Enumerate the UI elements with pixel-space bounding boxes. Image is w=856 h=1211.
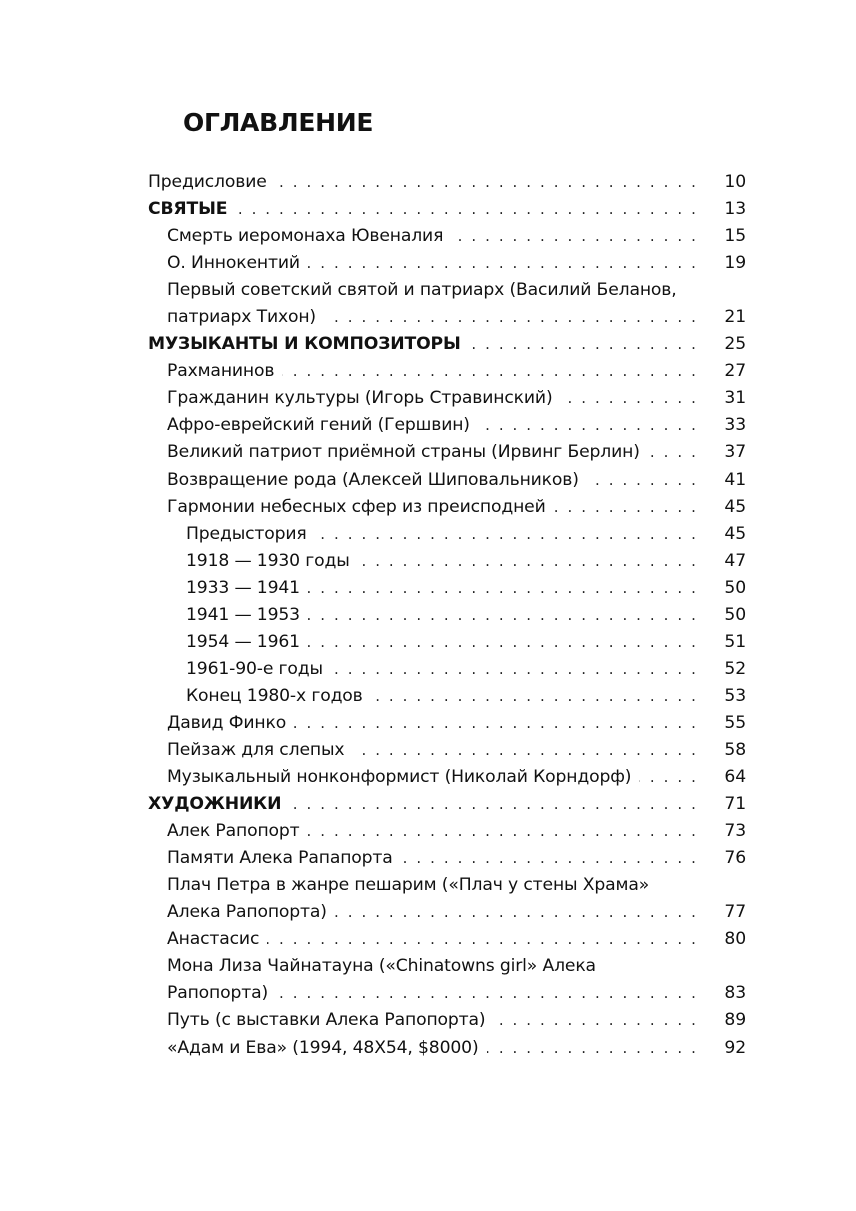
toc-entry (148, 629, 746, 656)
dot-leader (308, 602, 698, 629)
toc-entry (148, 764, 746, 791)
toc-line (167, 494, 746, 521)
toc-line (186, 575, 746, 602)
dot-leader (451, 223, 698, 250)
toc-page-number: 55 (724, 712, 746, 733)
dot-leader (587, 467, 698, 494)
toc-entry (148, 385, 746, 412)
dot-leader (282, 358, 698, 385)
toc-entry-title: Предыстория (186, 523, 307, 544)
toc-entry-title: Смерть иеромонаха Ювеналия (167, 226, 444, 247)
toc-line (167, 467, 746, 494)
toc-line (186, 548, 746, 575)
toc-entry-title: Путь (с выставки Алека Рапопорта) (167, 1010, 486, 1031)
toc-line (167, 385, 746, 412)
toc-line (167, 1035, 746, 1062)
toc-page-number: 15 (724, 226, 746, 247)
toc-page-number: 58 (724, 739, 746, 760)
dot-leader (308, 575, 698, 602)
dot-leader (358, 548, 698, 575)
dot-leader (294, 710, 698, 737)
toc-entry (148, 683, 746, 710)
dot-leader (469, 331, 698, 358)
toc-page-number: 51 (724, 631, 746, 652)
dot-leader (561, 385, 698, 412)
toc-line (167, 412, 746, 439)
toc-line (186, 656, 746, 683)
toc-entry-title: Афро-еврейский гений (Гершвин) (167, 415, 470, 436)
dot-leader (478, 412, 698, 439)
toc-entry (148, 602, 746, 629)
toc-line (148, 791, 746, 818)
toc-page-number: 80 (724, 929, 746, 950)
toc-line (167, 304, 746, 331)
toc-entry (148, 250, 746, 277)
toc-entry (148, 926, 746, 953)
dot-leader (331, 656, 698, 683)
toc-page-number: 52 (724, 658, 746, 679)
toc-page-number: 37 (724, 442, 746, 463)
toc-line (167, 980, 746, 1007)
dot-leader (401, 845, 698, 872)
toc-entry (148, 1007, 746, 1034)
toc-entry (148, 439, 746, 466)
toc-entry-title: Рапопорта) (167, 983, 269, 1004)
toc-page-number: 50 (724, 604, 746, 625)
toc-entry (148, 737, 746, 764)
toc-page-number: 89 (724, 1010, 746, 1031)
toc-entry-title: СВЯТЫЕ (148, 199, 228, 220)
toc-line (167, 1007, 746, 1034)
toc-section (148, 331, 746, 358)
toc-entry-title: Алека Рапопорта) (167, 902, 327, 923)
dot-leader (487, 1035, 699, 1062)
toc-line (167, 223, 746, 250)
toc-entry (148, 872, 746, 926)
toc-entry (148, 467, 746, 494)
toc-section (148, 791, 746, 818)
dot-leader (639, 764, 698, 791)
toc-entry-title: 1933 — 1941 (186, 577, 300, 598)
toc-entry-title: Музыкальный нонконформист (Николай Корндорф) (167, 767, 632, 788)
toc-page-number: 71 (724, 794, 746, 815)
toc-entry (148, 223, 746, 250)
dot-leader (493, 1007, 698, 1034)
toc-entry-title: Предисловие (148, 172, 267, 192)
toc-page-number: 77 (724, 902, 746, 923)
toc-entry-title: Давид Финко (167, 712, 287, 733)
toc-entry-title: 1941 — 1953 (186, 604, 300, 625)
toc-entry (148, 818, 746, 845)
toc-entry-title: О. Иннокентий (167, 253, 300, 274)
toc-entry (148, 521, 746, 548)
toc-entry-title: Великий патриот приёмной страны (Ирвинг Берлин) (167, 442, 640, 463)
toc-page-number: 31 (724, 388, 746, 409)
toc-entry-title: Возвращение рода (Алексей Шиповальников) (167, 469, 579, 490)
toc-entry (148, 548, 746, 575)
toc-entry-title: «Адам и Ева» (1994, 48X54, $8000) (167, 1037, 479, 1058)
toc-page-number: 53 (724, 685, 746, 706)
toc-entry-title: 1954 — 1961 (186, 631, 300, 652)
dot-leader (648, 439, 698, 466)
toc-line (167, 926, 746, 953)
dot-leader (235, 196, 698, 223)
toc-entry-title: 1918 — 1930 годы (186, 550, 350, 571)
toc-line (167, 845, 746, 872)
toc-entry (148, 953, 746, 1007)
toc-page-number: 27 (724, 361, 746, 382)
toc-entry-title: Гражданин культуры (Игорь Стравинский) (167, 388, 553, 409)
toc-line (167, 737, 746, 764)
toc-line (167, 358, 746, 385)
toc-line (148, 196, 746, 223)
toc-line (167, 764, 746, 791)
dot-leader (275, 169, 698, 196)
toc-entry-title: ХУДОЖНИКИ (148, 794, 282, 815)
toc-page-number: 10 (724, 172, 746, 192)
toc-entry (148, 1035, 746, 1062)
toc-entry-title: патриарх Тихон) (167, 307, 316, 328)
dot-leader (289, 791, 698, 818)
toc-entry-title: Первый советский святой и патриарх (Василий Беланов, (167, 280, 677, 301)
toc-page-number: 41 (724, 469, 746, 490)
toc-line (186, 602, 746, 629)
toc-entry (148, 575, 746, 602)
dot-leader (308, 250, 698, 277)
toc-page-number: 76 (724, 848, 746, 869)
toc-page-number: 47 (724, 550, 746, 571)
dot-leader (352, 737, 698, 764)
dot-leader (308, 818, 698, 845)
toc-entry (148, 277, 746, 331)
toc-page-number: 13 (724, 199, 746, 220)
toc-page-number: 33 (724, 415, 746, 436)
toc-entry-title: Алек Рапопорт (167, 821, 300, 842)
dot-leader (371, 683, 698, 710)
toc-entry (148, 412, 746, 439)
toc-page-number: 92 (724, 1037, 746, 1058)
toc-entry-title: Рахманинов (167, 361, 275, 382)
toc-section (148, 196, 746, 223)
toc-line (148, 331, 746, 358)
toc-line (167, 439, 746, 466)
toc-entry (148, 710, 746, 737)
toc-entry (148, 656, 746, 683)
toc-page-number: 21 (724, 307, 746, 328)
toc-page-number: 45 (724, 523, 746, 544)
dot-leader (276, 980, 698, 1007)
dot-leader (315, 521, 698, 548)
dot-leader (554, 494, 698, 521)
toc-entry-title: Плач Петра в жанре пешарим («Плач у стены Храма» (167, 875, 650, 896)
toc-line (167, 899, 746, 926)
toc-page-number: 19 (724, 253, 746, 274)
toc-page-number: 45 (724, 496, 746, 517)
table-of-contents (148, 169, 746, 1062)
toc-line (167, 818, 746, 845)
toc-entry-title: МУЗЫКАНТЫ И КОМПОЗИТОРЫ (148, 334, 461, 355)
toc-line (167, 250, 746, 277)
toc-line (186, 521, 746, 548)
toc-entry-title: Конец 1980-х годов (186, 685, 363, 706)
toc-entry (148, 358, 746, 385)
toc-line (148, 169, 746, 196)
toc-line (186, 629, 746, 656)
toc-line (186, 683, 746, 710)
toc-entry (148, 494, 746, 521)
toc-page-number: 73 (724, 821, 746, 842)
toc-page-number: 64 (724, 767, 746, 788)
dot-leader (267, 926, 698, 953)
dot-leader (308, 629, 698, 656)
dot-leader (335, 899, 698, 926)
toc-line (167, 710, 746, 737)
toc-entry-title: Гармонии небесных сфер из преисподней (167, 496, 546, 517)
toc-page-number: 25 (724, 334, 746, 355)
toc-entry (148, 845, 746, 872)
dot-leader (324, 304, 698, 331)
toc-page-number: 83 (724, 983, 746, 1004)
toc-page-number: 50 (724, 577, 746, 598)
toc-entry-title: Памяти Алека Рапапорта (167, 848, 393, 869)
page-title: ОГЛАВЛЕНИЕ (183, 108, 374, 137)
toc-entry-title: Пейзаж для слепых (167, 739, 345, 760)
toc-entry-title: 1961-90-е годы (186, 658, 323, 679)
toc-entry-title: Мона Лиза Чайнатауна («Chinatowns girl» Алека (167, 956, 596, 977)
toc-entry-title: Анастасис (167, 929, 260, 950)
toc-entry (148, 169, 746, 196)
